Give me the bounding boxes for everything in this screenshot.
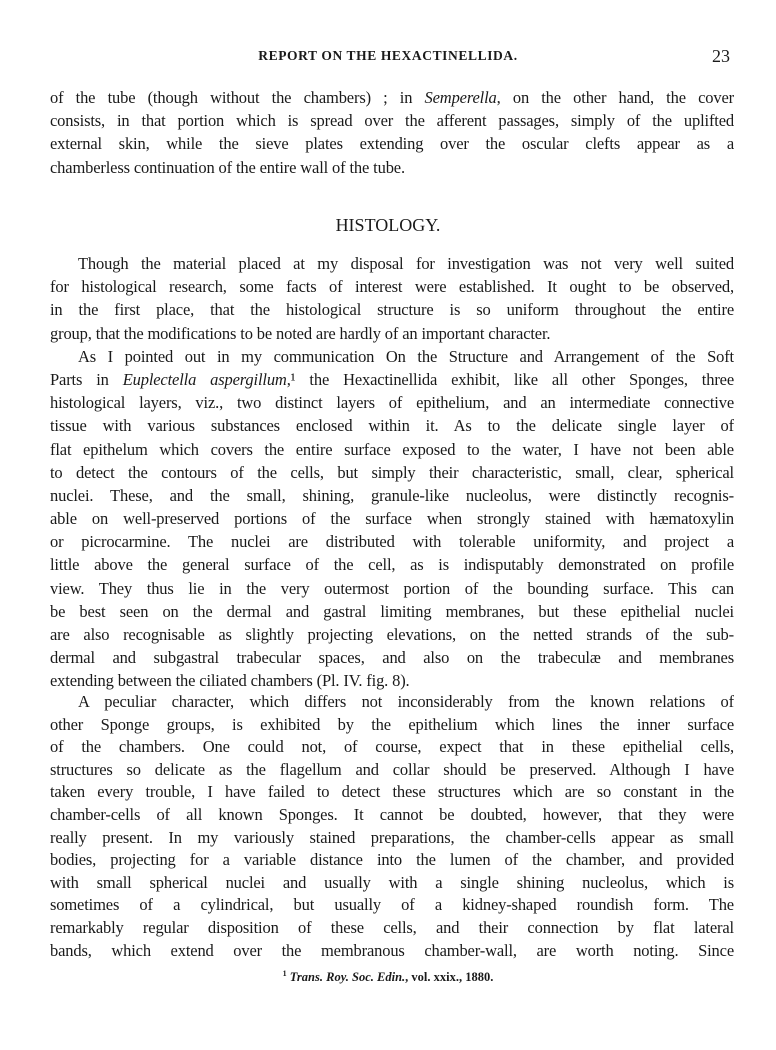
section-heading: HISTOLOGY. bbox=[335, 215, 441, 235]
text-run: tissue with various substances enclosed within it. As to the delicate single layer of bbox=[50, 416, 734, 436]
text-run: able on well-preserved portions of the surface when strongly stained with hæmatoxylin bbox=[50, 509, 734, 529]
text-run: Parts in bbox=[50, 369, 123, 389]
text-line bbox=[50, 438, 734, 461]
text-run: , on the other hand, the cover bbox=[496, 88, 734, 107]
text-line bbox=[50, 298, 734, 321]
text-run: A peculiar character, which differs not inconsiderably from the known relations of bbox=[78, 692, 734, 711]
page-number: 23 bbox=[712, 46, 730, 66]
text-run: chamberless continuation of the entire wall of the tube. bbox=[50, 157, 405, 177]
text-run: bands, which extend over the membranous chamber-wall, are worth noting. Since bbox=[50, 940, 734, 960]
text-run: in the first place, that the histological structure is so uniform throughout the entire bbox=[50, 300, 734, 320]
text-line bbox=[50, 252, 734, 275]
text-line bbox=[50, 781, 734, 804]
text-line bbox=[50, 691, 734, 714]
paragraph-histology bbox=[50, 252, 734, 693]
text-line bbox=[50, 322, 734, 345]
text-line bbox=[50, 669, 734, 692]
text-run: are also recognisable as slightly projecting elevations, on the netted strands of the sub- bbox=[50, 625, 734, 644]
text-run: with small spherical nuclei and usually with a single shining nucleolus, which is bbox=[50, 872, 734, 892]
text-line bbox=[50, 849, 734, 872]
text-run: structures so delicate as the flagellum and collar should be preserved. Although I have bbox=[50, 759, 734, 779]
text-run: consists, in that portion which is spread over the afferent passages, simply of the uplifted bbox=[50, 111, 734, 131]
footnote bbox=[0, 969, 776, 985]
text-run: taken every trouble, I have failed to detect these structures which are so constant in the bbox=[50, 782, 734, 802]
text-line bbox=[50, 940, 734, 963]
text-run: dermal and subgastral trabecular spaces, and also on the trabeculæ and membranes bbox=[50, 648, 734, 668]
text-line bbox=[50, 872, 734, 895]
text-run: histological layers, viz., two distinct layers of epithelium, and an intermediate connective bbox=[50, 393, 734, 413]
text-run: chamber-cells of all known Sponges. It cannot be doubted, however, that they were bbox=[50, 804, 734, 824]
text-line bbox=[50, 714, 734, 737]
text-run: little above the general surface of the cell, as is indisputably demonstrated on profile bbox=[50, 555, 734, 575]
running-head: REPORT ON THE HEXACTINELLIDA. bbox=[258, 48, 518, 63]
text-line bbox=[50, 368, 734, 391]
text-line bbox=[50, 484, 734, 507]
text-line bbox=[50, 461, 734, 484]
text-run: remarkably regular disposition of these cells, and their connection by flat lateral bbox=[50, 917, 734, 937]
text-line bbox=[50, 345, 734, 368]
text-line bbox=[50, 759, 734, 782]
text-line bbox=[50, 600, 734, 623]
text-run: or picrocarmine. The nuclei are distributed with tolerable uniformity, and project a bbox=[50, 532, 734, 552]
text-run: of the tube (though without the chambers) ; in bbox=[50, 88, 425, 107]
italic-term: Euplectella aspergillum bbox=[122, 369, 287, 389]
text-run: sometimes of a cylindrical, but usually of a kidney-shaped roundish form. The bbox=[50, 895, 734, 915]
text-line bbox=[50, 132, 734, 155]
text-run: of the chambers. One could not, of course, expect that in these epithelial cells, bbox=[50, 737, 734, 757]
text-run: ,¹ the Hexactinellida exhibit, like all other Sponges, three bbox=[286, 369, 734, 389]
footnote-journal: Trans. Roy. Soc. Edin. bbox=[289, 970, 406, 985]
text-run: bodies, projecting for a variable distance into the lumen of the chamber, and provided bbox=[50, 850, 734, 870]
text-run: extending between the ciliated chambers (Pl. IV. fig. 8). bbox=[50, 671, 410, 691]
text-line bbox=[50, 917, 734, 940]
text-run: other Sponge groups, is exhibited by the epithelium which lines the inner surface bbox=[50, 714, 734, 734]
text-line bbox=[50, 577, 734, 600]
text-line bbox=[50, 623, 734, 646]
text-run: As I pointed out in my communication On the Structure and Arrangement of the Soft bbox=[78, 346, 734, 366]
text-line bbox=[50, 530, 734, 553]
text-run: Though the material placed at my disposal for investigation was not very well suited bbox=[78, 254, 734, 273]
italic-term: Semperella bbox=[424, 88, 497, 107]
text-run: group, that the modifications to be noted are hardly of an important character. bbox=[50, 323, 551, 343]
text-line bbox=[50, 736, 734, 759]
text-run: flat epithelum which covers the entire surface exposed to the water, I have not been able bbox=[50, 439, 734, 459]
text-run: to detect the contours of the cells, but simply their characteristic, small, clear, spherical bbox=[50, 462, 734, 482]
text-run: for histological research, some facts of interest were established. It ought to be observed, bbox=[50, 277, 734, 297]
text-line bbox=[50, 86, 734, 109]
text-run: view. They thus lie in the very outermost portion of the bounding surface. This can bbox=[50, 578, 734, 598]
footnote-marker: 1 bbox=[282, 969, 287, 978]
text-line bbox=[50, 109, 734, 132]
text-run: really present. In my variously stained preparations, the chamber-cells appear as small bbox=[50, 827, 734, 847]
text-line bbox=[50, 553, 734, 576]
text-line bbox=[50, 414, 734, 437]
text-line bbox=[50, 391, 734, 414]
text-line bbox=[50, 275, 734, 298]
paragraph-chamber-cells bbox=[50, 691, 734, 962]
text-run: be best seen on the dermal and gastral limiting membranes, but these epithelial nuclei bbox=[50, 601, 734, 621]
text-line bbox=[50, 156, 734, 179]
text-line bbox=[50, 646, 734, 669]
text-line bbox=[50, 894, 734, 917]
footnote-citation: , vol. xxix., 1880. bbox=[405, 970, 494, 985]
text-line bbox=[50, 804, 734, 827]
text-line bbox=[50, 827, 734, 850]
paragraph-intro bbox=[50, 86, 734, 179]
text-run: nuclei. These, and the small, shining, granule-like nucleolus, were distinctly recognis- bbox=[50, 485, 734, 505]
text-run: external skin, while the sieve plates extending over the oscular clefts appear as a bbox=[50, 134, 734, 154]
text-line bbox=[50, 507, 734, 530]
